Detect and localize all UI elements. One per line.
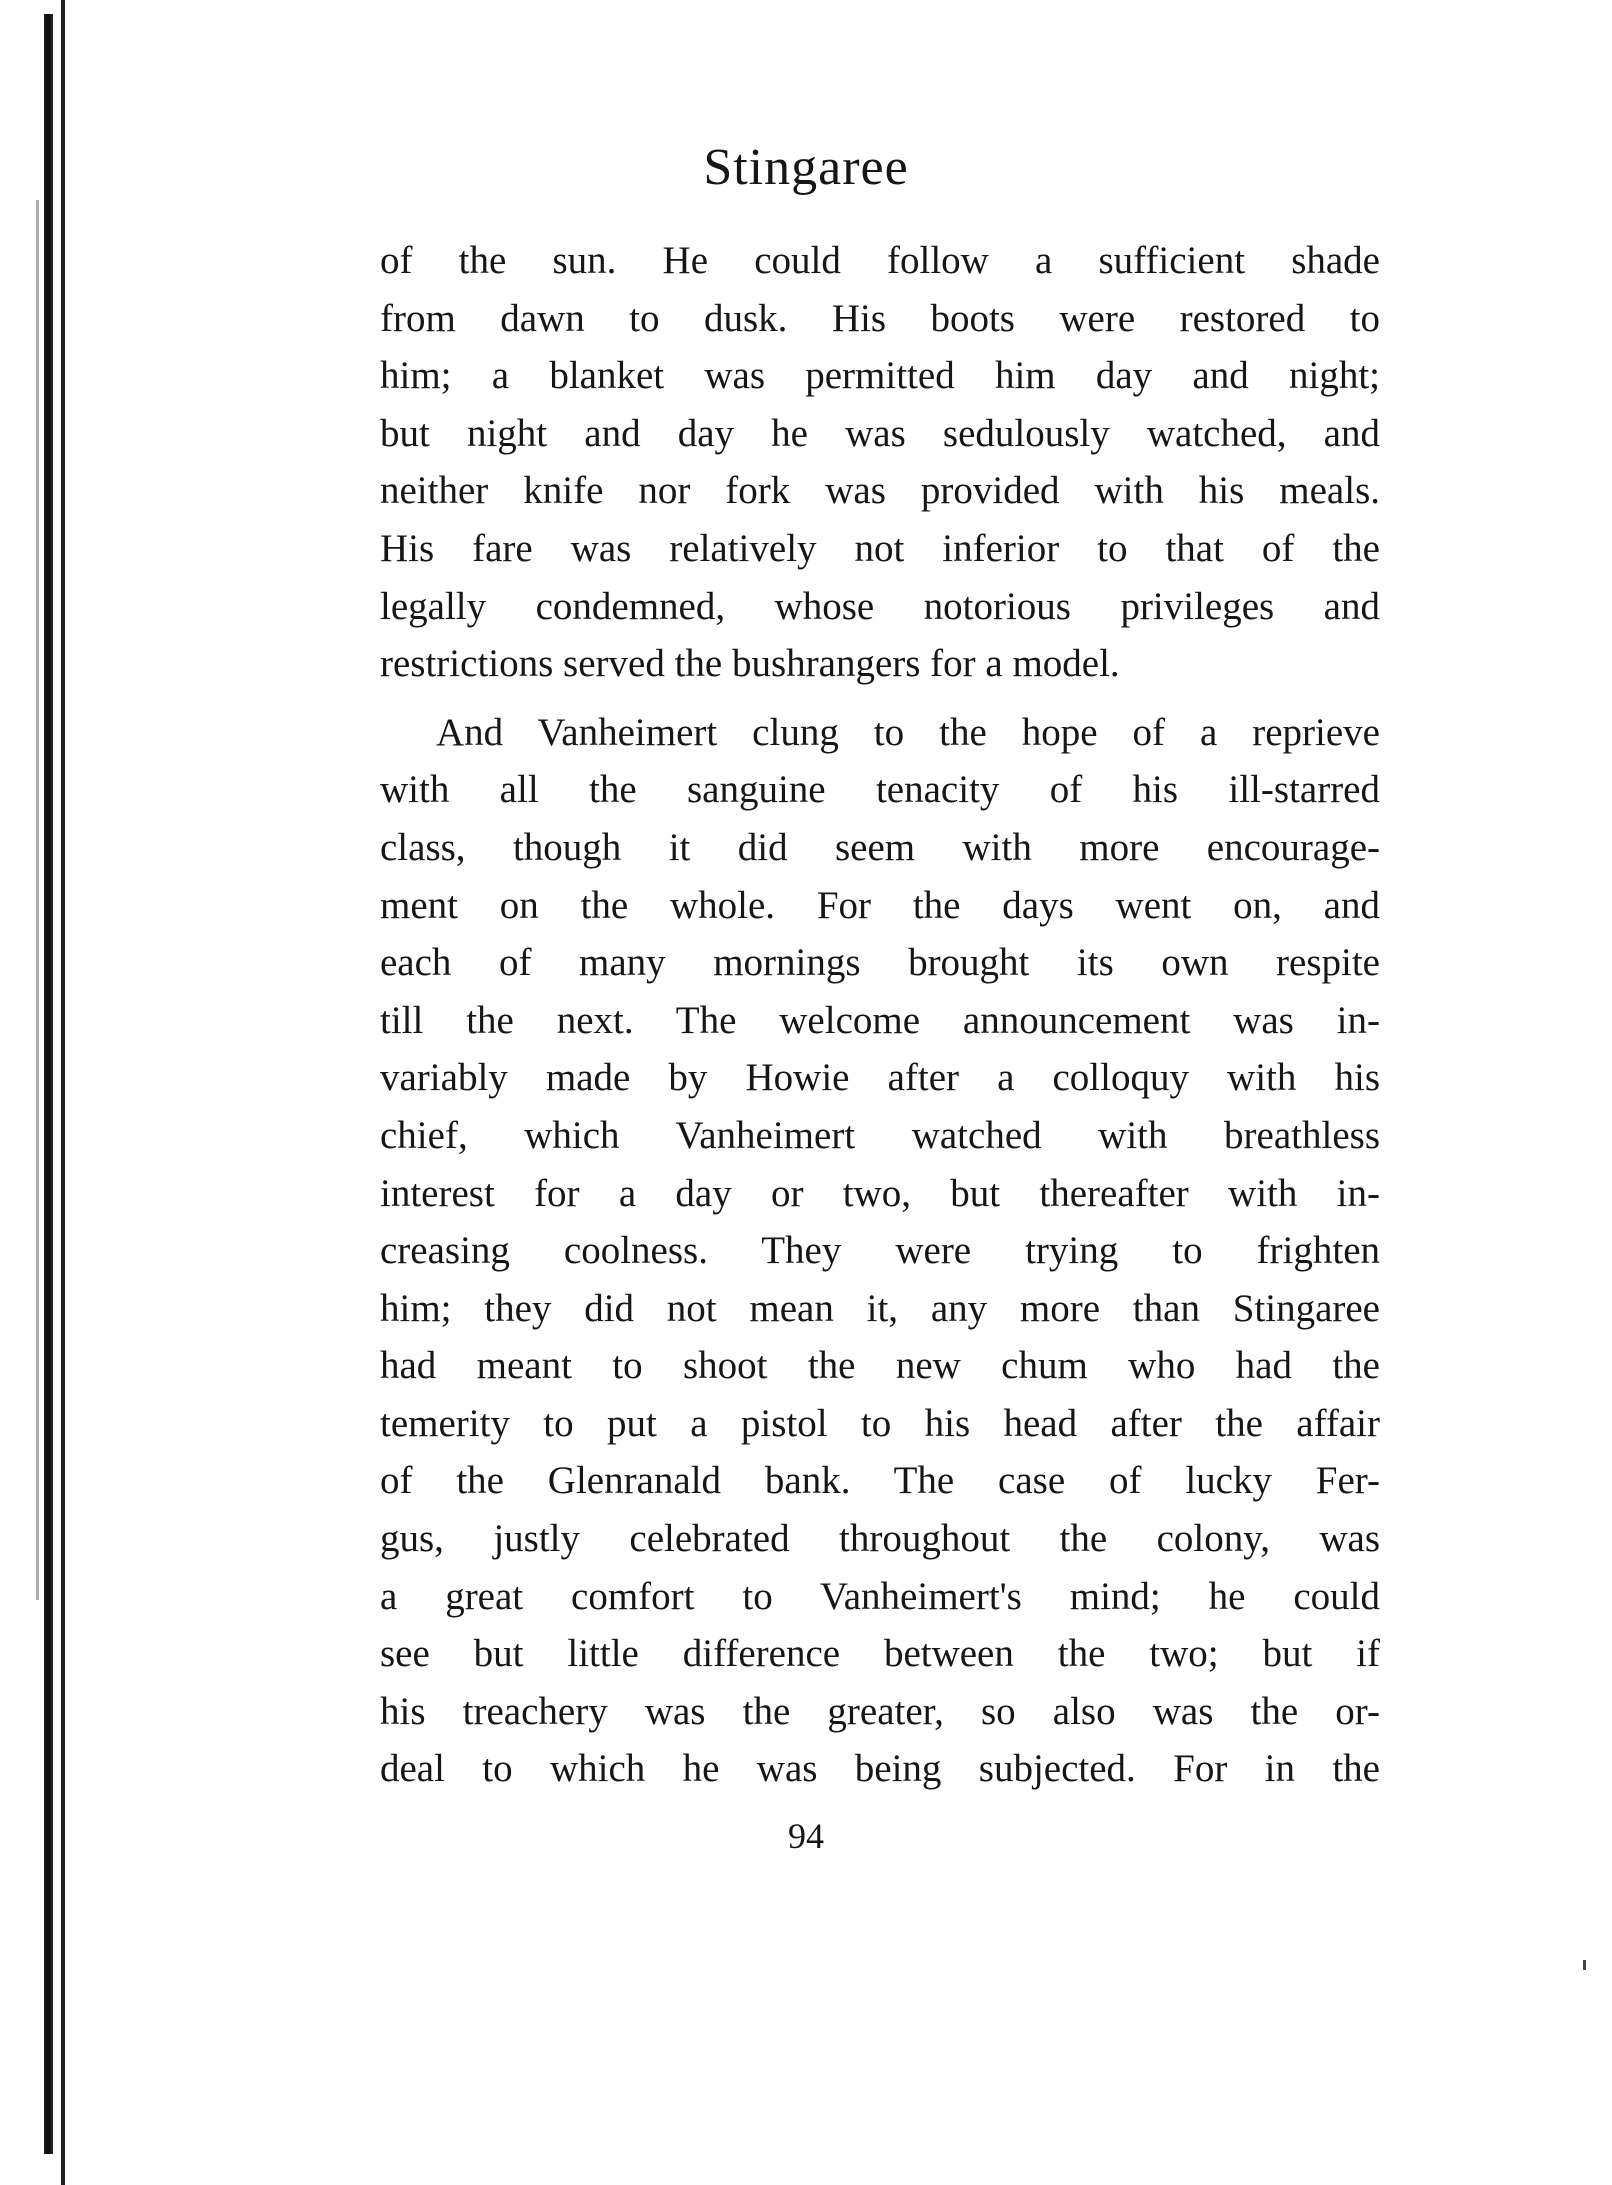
text-line: see but little difference between the two; but if: [380, 1632, 1380, 1676]
text-line: neither knife nor fork was provided with his meals.: [380, 469, 1380, 513]
text-line: him; a blanket was permitted him day and night;: [380, 354, 1380, 398]
text-line: And Vanheimert clung to the hope of a reprieve: [436, 710, 1380, 754]
text-line: ment on the whole. For the days went on, and: [380, 883, 1380, 927]
text-line: each of many mornings brought its own respite: [380, 941, 1380, 985]
text-line: interest for a day or two, but thereafter with in-: [380, 1171, 1380, 1215]
page-number: 94: [788, 1816, 824, 1856]
text-line: but night and day he was sedulously watched, and: [380, 411, 1380, 455]
text-line: his treachery was the greater, so also was the or-: [380, 1689, 1380, 1733]
text-line: gus, justly celebrated throughout the colony, was: [380, 1517, 1380, 1561]
text-line: legally condemned, whose notorious privileges and: [380, 584, 1380, 628]
binding-shadow: [36, 200, 39, 1600]
text-line: temerity to put a pistol to his head after the affair: [380, 1401, 1380, 1445]
text-line: deal to which he was being subjected. For in the: [380, 1747, 1380, 1791]
text-line: variably made by Howie after a colloquy with his: [380, 1056, 1380, 1100]
text-line: from dawn to dusk. His boots were restored to: [380, 296, 1380, 340]
body-text: [380, 232, 1380, 1798]
scan-speck: [1583, 1960, 1586, 1970]
text-line: of the Glenranald bank. The case of lucky Fer-: [380, 1459, 1380, 1503]
running-head: Stingaree: [703, 139, 909, 196]
text-line: chief, which Vanheimert watched with breathless: [380, 1113, 1380, 1157]
text-line: His fare was relatively not inferior to that of the: [380, 526, 1380, 570]
text-line: of the sun. He could follow a sufficient shade: [380, 239, 1380, 282]
text-line: had meant to shoot the new chum who had the: [380, 1344, 1380, 1388]
text-line: a great comfort to Vanheimert's mind; he could: [380, 1574, 1380, 1618]
text-line: till the next. The welcome announcement was in-: [380, 998, 1380, 1042]
text-line: him; they did not mean it, any more than Stingaree: [380, 1286, 1380, 1330]
text-line: restrictions served the bushrangers for a model.: [380, 642, 1120, 686]
text-line: with all the sanguine tenacity of his ill-starred: [380, 768, 1380, 812]
text-line: class, though it did seem with more encourage-: [380, 825, 1380, 869]
text-line: creasing coolness. They were trying to frighten: [380, 1229, 1380, 1273]
